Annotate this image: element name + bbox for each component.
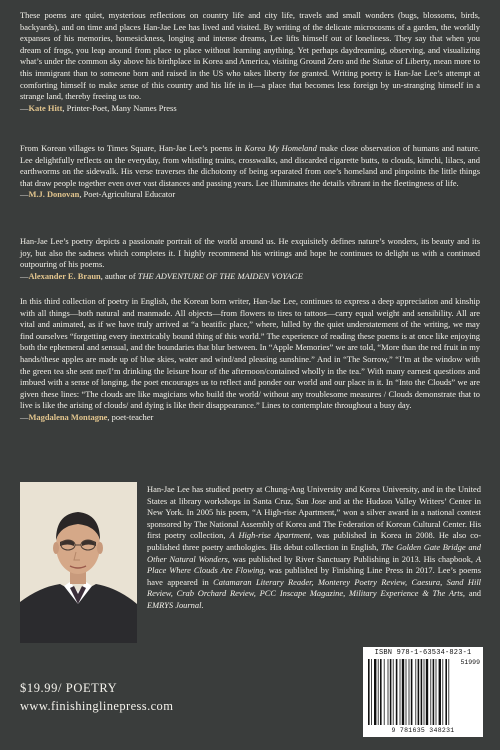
blurb-attribution: —Magdalena Montagne, poet-teacher: [20, 411, 154, 422]
blurb-text: In this third collection of poetry in English, the Korean born writer, Han-Jae Lee, continues to express a deep appreciation and kinship with all things—both natural and manmade. All objects—from flowers to tires to tattoos—carry equal weight and sensibility. All are vital and animated, as if we have truly arrived at “a beatific place,” where, lulled by the quiet understatement of the writing, we may find ourselves “forgetting every inextricably bound thing of this world.” The experience of reading these poems is at once like enjoying both the ephemeral and sensual, and the boundaries that blur between. In “Apple Memories” we are told, “More than the red fruit in my hands/these apples are made up of blue skies, water and wind/and pleasing sunshine.” And in “The Sorrow,” “I’m at the window with the green tea she sent me/I’m drinking the leisure hour of the afternoon/contained wholly in the tea.” With many earnest questions and imbued with a sense of longing, the poet encourages us to reflect and ponder our world and our place in it. In “Into the Clouds” we are given these lines: “The clouds are like magicians who build the world/ without any troublesome measures / Clouds demonstrate that to live is like the arising of clouds/ and dying is like their disappearance.” Lines to contemplate throughout a busy day.: [20, 296, 480, 411]
barcode-number: 9 781635 348231: [391, 727, 455, 734]
price-category: $19.99/ POETRY: [20, 681, 118, 695]
blurb-attribution: —Kate Hitt, Printer-Poet, Many Names Press: [20, 102, 177, 113]
attribution-title: , Printer-Poet, Many Names Press: [62, 102, 177, 113]
blurb-text: Han-Jae Lee’s poetry depicts a passionate portrait of the world around us. He exquisitely defines nature’s wonders, its beauty and its joy, but also the sadness which completes it. I highly recommend his writings and hope he continues to delight us with a continued outpouring of his poems.: [20, 236, 480, 270]
author-portrait-image: [20, 482, 137, 643]
blurb-text: These poems are quiet, mysterious reflections on country life and city life, travels and small wonders (bugs, blossoms, birds, backyards), and on time and places Han-Jae Lee has lived and visited. By writing of the delicate microcosms of a garden, the worldly expanses of his memories, homesickness, longing and intense dreams, Lee lifts himself out of loneliness. They say that when you dream of frogs, you leap around from place to place without learning anything. Yet perhaps daydreaming, observing, and visualizing what’s under the common sky above his birthplace in Korea and America, visiting Ground Zero and the Statue of Liberty, mean more to this immigrant than to someone born and raised in the US who takes liberty for granted. Writing poetry is Han-Jae Lee’s attempt at comforting himself to make sense of this country and his life in it—a place that becomes less foreign by un-stranging himself in a strange land, thereby freeing us too.: [20, 10, 480, 102]
blurb-2: [20, 143, 480, 201]
blurb-attribution: —M.J. Donovan, Poet-Agricultural Educator: [20, 189, 176, 200]
publisher-url: www.finishinglinepress.com: [20, 699, 174, 713]
blurb-text: From Korean villages to Times Square, Han-Jae Lee’s poems in Korea My Homeland make close observation of humans and nature. Lee delightfully reflects on the everyday, from whistling trains, crosswalks, and discarded cigarette butts, to clouds, kimchi, lilacs, and earthworms on the sidewalk. His verse traverses the dichotomy of being separated from one’s homeland and pinpoints the little things that draw people together even over vast distances and passing years. Lee illuminates the details vibrant in the fleetingness of life.: [20, 143, 480, 188]
attribution-name: Magdalena Montagne: [28, 411, 108, 422]
barcode-bars: [368, 659, 452, 725]
isbn-label: ISBN 978-1-63534-823-1: [374, 649, 472, 657]
blurb-attribution: —Alexander E. Braun, author of THE ADVENTURE OF THE MAIDEN VOYAGE: [20, 270, 303, 281]
attribution-name: Kate Hitt: [28, 102, 63, 113]
blurb-1: [20, 10, 480, 114]
attribution-title: , poet-teacher: [107, 411, 154, 422]
isbn-barcode: [363, 647, 483, 737]
attribution-name: M.J. Donovan: [28, 189, 80, 200]
attribution-title: , author of THE ADVENTURE OF THE MAIDEN VOYAGE: [100, 270, 303, 281]
bio-text: Han-Jae Lee has studied poetry at Chung-Ang University and Korea University, and in the United States at library workshops in Santa Cruz, San Jose and at the Hudson Valley Writers’ Center in New York. In 2005 his poem, “A High-rise Apartment,” won a silver award in a national contest sponsored by The National Assembly of Korea and The Federation of Korean Cultural Center. His first poetry collection, A High-rise Apartment, was published in Korea in 2008. He also co-published three poetry anthologies. His debut collection in English, The Golden Gate Bridge and Other Natural Wonders, was published by River Sanctuary Publishing in 2013. His chapbook, A Place Where Clouds Are Flowing, was published by Finishing Line Press in 2017. Lee’s poems have appeared in Catamaran Literary Reader, Monterey Poetry Review, Caesura, Sand Hill Review, Crab Orchard Review, PCC Inscape Magazine, Military Experience & The Arts, and EMRYS Journal.: [147, 484, 482, 610]
barcode-price-code: 51999: [460, 659, 480, 666]
blurb-4: [20, 296, 480, 424]
author-photo: [20, 482, 137, 643]
author-bio: [147, 484, 481, 612]
blurb-3: [20, 236, 480, 282]
attribution-title: , Poet-Agricultural Educator: [79, 189, 176, 200]
attribution-name: Alexander E. Braun: [28, 270, 101, 281]
